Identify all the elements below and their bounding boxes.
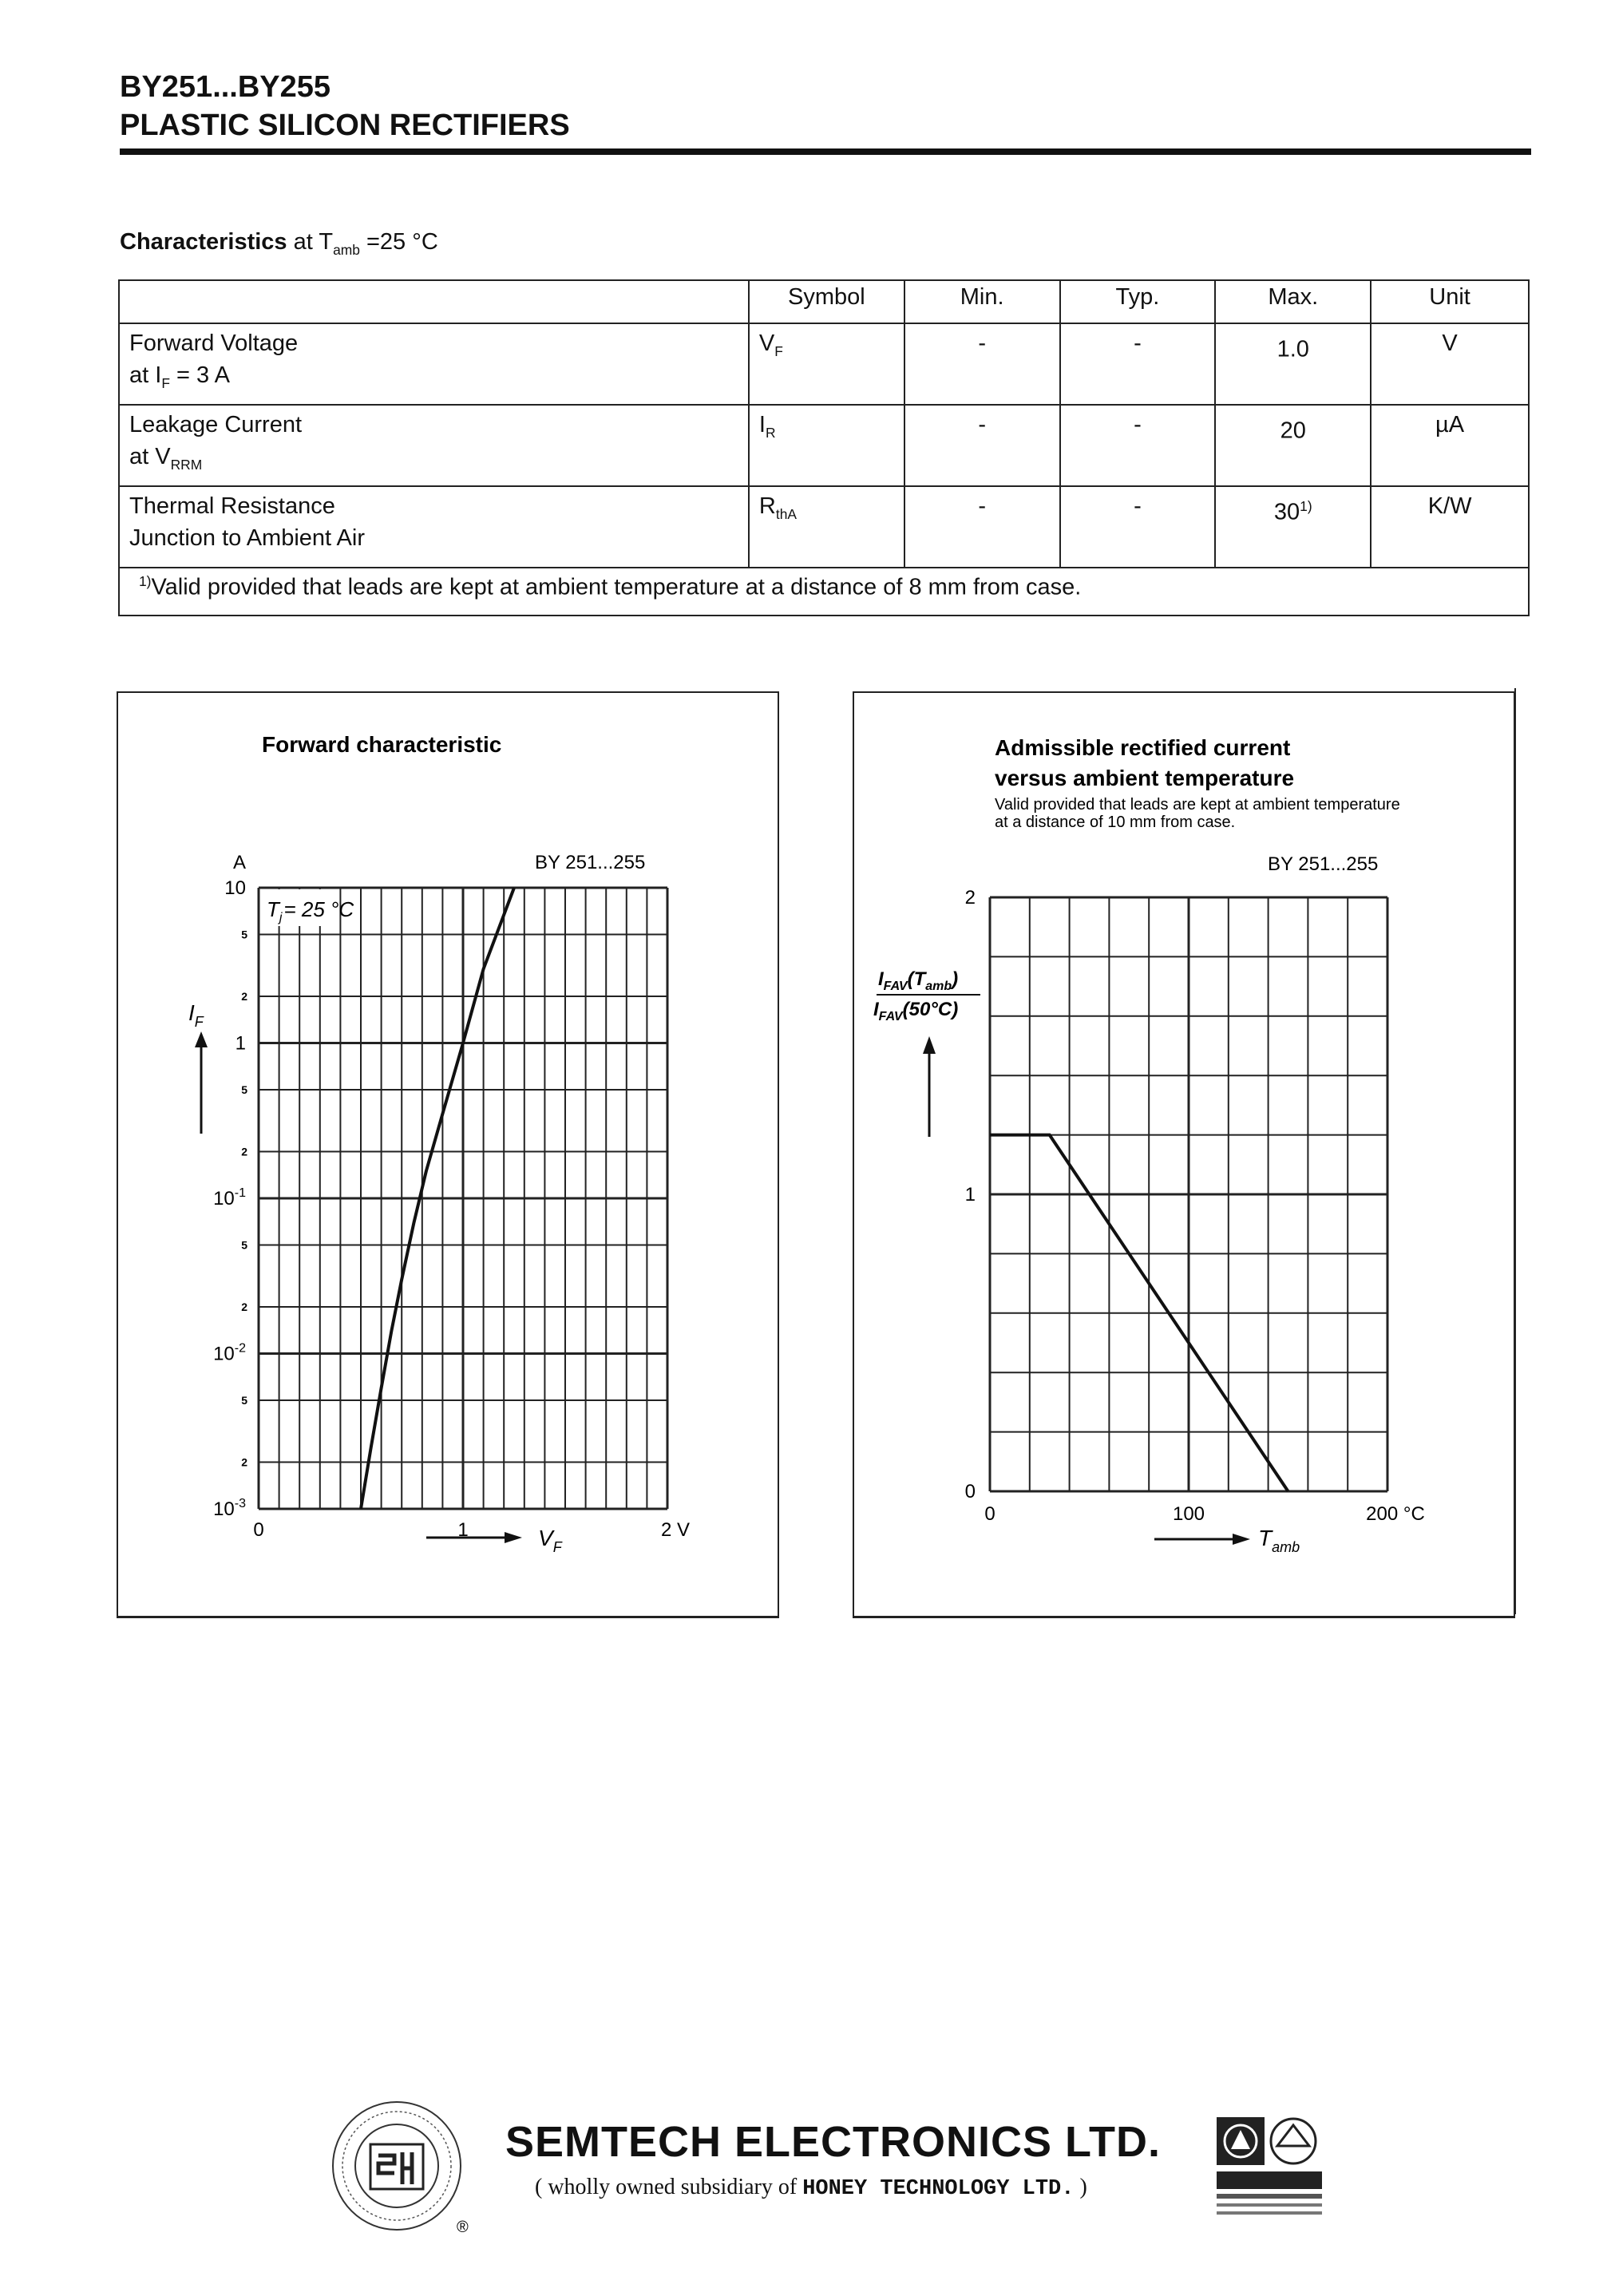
x-tick-label: 0 — [984, 1503, 995, 1525]
max-value: 1.0 — [1276, 336, 1309, 362]
registered-mark: ® — [457, 2219, 469, 2236]
symbol-sub: R — [765, 424, 776, 441]
chart-grid — [259, 888, 667, 1509]
symbol-cell — [749, 405, 904, 486]
max-cell — [1215, 486, 1371, 568]
parent-company-name: HONEY TECHNOLOGY LTD. — [802, 2177, 1075, 2201]
y-minor-tick-label: 2 — [241, 989, 247, 1003]
scan-edge-line — [1514, 688, 1516, 1614]
y-tick-label: 1 — [235, 1032, 246, 1055]
condition-text: at I — [129, 362, 162, 388]
y-tick-label: 10 — [224, 877, 246, 899]
symbol-sub: F — [774, 342, 783, 359]
table-row — [119, 323, 1529, 405]
characteristics-table — [118, 279, 1530, 616]
company-name: SEMTECH ELECTRONICS LTD. — [505, 2118, 1162, 2166]
typ-cell: - — [1060, 486, 1216, 568]
chart-note-line2: at a distance of 10 mm from case. — [995, 813, 1236, 831]
x-tick-label: 100 — [1172, 1503, 1205, 1525]
y-minor-tick-label: 5 — [241, 1238, 247, 1252]
chart-tick-labels — [965, 887, 1425, 1525]
col-header-max: Max. — [1215, 280, 1371, 323]
chart-title-line2: versus ambient temperature — [995, 766, 1295, 790]
iso-certification-mark — [1213, 2114, 1325, 2218]
title-underline — [120, 148, 1531, 155]
max-value: 30 — [1273, 499, 1300, 525]
min-cell: - — [904, 486, 1060, 568]
condition-text: at V — [129, 444, 171, 469]
y-tick-label: 0 — [964, 1481, 976, 1502]
parameter-cell — [119, 486, 749, 568]
y-axis-arrow — [195, 1031, 208, 1134]
parameter-cell — [119, 405, 749, 486]
footnote-cell — [119, 568, 1529, 616]
min-cell: - — [904, 405, 1060, 486]
typ-cell: - — [1060, 405, 1216, 486]
y-unit-label: A — [232, 852, 247, 873]
symbol-cell — [749, 323, 904, 405]
subsidiary-text: wholly owned subsidiary of — [542, 2175, 803, 2199]
y-axis-arrow — [923, 1036, 936, 1137]
condition-sub: F — [161, 374, 170, 391]
symbol: R — [758, 493, 776, 519]
document-title-part-range: BY251...BY255 — [120, 70, 331, 104]
paren-open: ( — [535, 2175, 543, 2199]
x-tick-label: 2 V — [660, 1519, 691, 1541]
y-minor-tick-label: 2 — [241, 1145, 247, 1158]
col-header-typ: Typ. — [1060, 280, 1216, 323]
table-row — [119, 486, 1529, 568]
footnote-row — [119, 568, 1529, 616]
x-tick-label: 0 — [253, 1519, 264, 1541]
x-axis-label: $V_F$ — [538, 1526, 562, 1555]
max-footnote: 1) — [1300, 498, 1312, 514]
table-header-row — [119, 280, 1529, 323]
rectified-current-chart — [854, 693, 1514, 1616]
y-tick-label: $10^{-1}$ — [213, 1186, 246, 1209]
document-title-product: PLASTIC SILICON RECTIFIERS — [120, 109, 570, 142]
col-header-parameter — [119, 280, 749, 323]
characteristics-heading-at: at T — [293, 229, 334, 255]
characteristics-heading-sub: amb — [333, 241, 360, 258]
characteristics-heading — [120, 229, 438, 259]
symbol-sub: thA — [775, 505, 797, 522]
chart-title: Admissible rectified current — [995, 735, 1291, 760]
y-minor-tick-label: 5 — [241, 928, 247, 941]
unit-cell: K/W — [1371, 486, 1529, 568]
max-value: 20 — [1280, 418, 1306, 444]
y-minor-tick-label: 5 — [241, 1083, 247, 1097]
x-tick-label: 200 °C — [1366, 1503, 1425, 1525]
max-cell — [1215, 405, 1371, 486]
condition-sub: RRM — [170, 456, 203, 473]
parameter-condition — [129, 359, 738, 399]
typ-cell: - — [1060, 323, 1216, 405]
parameter-name: Leakage Current — [129, 412, 303, 437]
chart-tick-labels — [213, 877, 690, 1541]
parameter-condition — [129, 441, 738, 481]
y-minor-tick-label: 2 — [241, 1300, 247, 1313]
x-axis-arrow — [426, 1532, 522, 1543]
parameter-cell — [119, 323, 749, 405]
symbol-cell — [749, 486, 904, 568]
forward-characteristic-panel — [117, 691, 779, 1618]
chart-note-line1: Valid provided that leads are kept at ambient temperature — [995, 796, 1400, 813]
y-tick-label: 2 — [964, 887, 976, 909]
y-minor-tick-label: 2 — [241, 1455, 247, 1469]
parameter-condition — [129, 522, 738, 562]
y-axis-label-numerator: $I_{FAV}(T_{amb})$ — [878, 968, 959, 993]
chart-grid — [990, 897, 1387, 1491]
characteristics-heading-tail: =25 °C — [366, 229, 438, 255]
y-axis-label: $I_F$ — [188, 1000, 204, 1030]
min-cell: - — [904, 323, 1060, 405]
symbol: V — [758, 331, 775, 356]
footnote-text: Valid provided that leads are kept at ambient temperature at a distance of 8 mm from case. — [151, 574, 1082, 600]
footnote-mark: 1) — [139, 573, 152, 589]
table-row — [119, 405, 1529, 486]
col-header-symbol: Symbol — [749, 280, 904, 323]
chart-part-label: BY 251...255 — [535, 852, 646, 873]
condition-value: = 3 A — [169, 362, 230, 388]
y-axis-label-denominator: $I_{FAV}(50^\circ C)$ — [873, 999, 959, 1023]
chart-part-label: BY 251...255 — [1268, 853, 1379, 875]
condition-label: $T_j= 25$ °C — [267, 897, 354, 924]
x-axis-label: $T_{amb}$ — [1258, 1526, 1300, 1555]
parameter-name: Forward Voltage — [129, 331, 299, 356]
y-tick-label: $10^{-2}$ — [213, 1341, 246, 1365]
forward-characteristic-chart — [118, 693, 778, 1616]
col-header-min: Min. — [904, 280, 1060, 323]
y-tick-label: $10^{-3}$ — [213, 1497, 246, 1520]
parameter-name: Thermal Resistance — [129, 493, 335, 519]
symbol: I — [758, 412, 766, 437]
unit-cell: µA — [1371, 405, 1529, 486]
company-subsidiary-line — [535, 2175, 1087, 2201]
rectified-current-panel — [853, 691, 1515, 1618]
x-axis-arrow — [1154, 1534, 1250, 1545]
unit-cell: V — [1371, 323, 1529, 405]
y-tick-label: 1 — [964, 1184, 976, 1205]
col-header-unit: Unit — [1371, 280, 1529, 323]
semtech-seal-logo — [329, 2098, 469, 2236]
max-cell — [1215, 323, 1371, 405]
y-minor-tick-label: 5 — [241, 1394, 247, 1407]
condition-text: Junction to Ambient Air — [129, 525, 365, 551]
characteristics-heading-bold: Characteristics — [120, 229, 287, 255]
x-tick-label: 1 — [457, 1519, 469, 1541]
chart-title: Forward characteristic — [262, 732, 502, 757]
paren-close: ) — [1074, 2175, 1087, 2199]
